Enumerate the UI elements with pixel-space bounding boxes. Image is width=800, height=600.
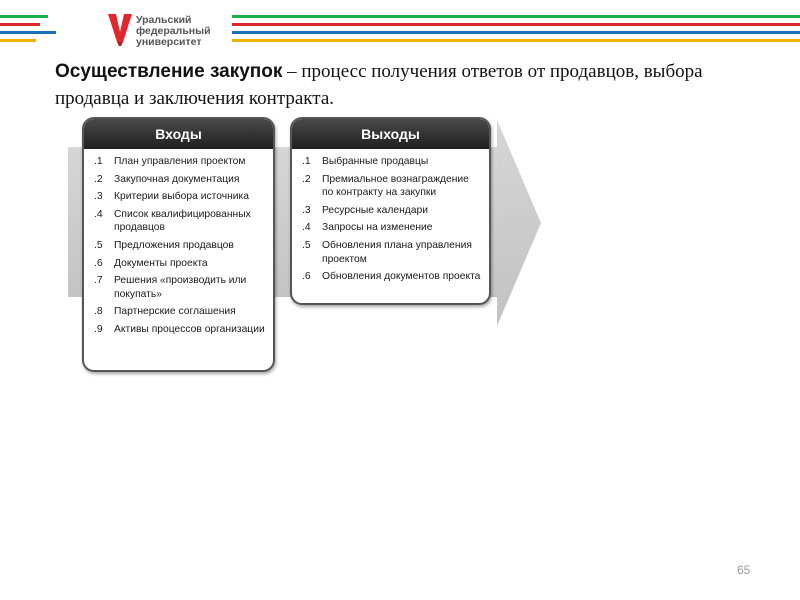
list-item <box>94 323 267 337</box>
item-text: Запросы на изменение <box>322 222 433 234</box>
inputs-box <box>82 117 275 372</box>
stripe-red-right <box>232 23 800 26</box>
item-text: План управления проектом <box>114 156 246 167</box>
university-name-line: федеральный <box>136 25 211 37</box>
outputs-list <box>292 155 489 284</box>
stripe-blue <box>0 31 56 34</box>
item-number: .1 <box>94 156 103 167</box>
item-number: .2 <box>94 173 103 185</box>
item-number: .2 <box>302 173 311 185</box>
list-item <box>94 257 267 271</box>
item-text: Предложения продавцов <box>114 239 234 251</box>
list-item <box>302 270 483 284</box>
item-text: Партнерские соглашения <box>114 306 236 318</box>
list-item <box>302 239 483 266</box>
list-item <box>94 208 267 235</box>
item-number: .3 <box>94 191 103 203</box>
list-item <box>94 305 267 319</box>
item-text: Обновления документов проекта <box>322 271 481 283</box>
item-number: .4 <box>302 222 311 234</box>
item-number: .6 <box>94 257 103 269</box>
item-text: Активы процессов организации <box>114 323 265 335</box>
stripe-blue-right <box>232 31 800 34</box>
list-item <box>94 239 267 253</box>
slide-title-bold: Осуществление закупок <box>55 61 283 82</box>
item-text: Критерии выбора источника <box>114 191 249 203</box>
outputs-box <box>290 117 491 305</box>
item-text: Выбранные продавцы <box>322 156 429 167</box>
item-text: Закупочная документация <box>114 173 240 185</box>
list-item <box>94 173 267 187</box>
list-item <box>94 190 267 204</box>
university-name <box>136 15 211 48</box>
slide-title <box>55 58 775 112</box>
slide-title-rest: – процесс получения ответов от продавцов, выбора продавца и заключения контракта. <box>55 61 703 109</box>
university-logo-icon <box>106 12 134 46</box>
stripe-green-right <box>232 15 800 18</box>
university-name-line: Уральский <box>136 14 192 26</box>
inputs-list <box>84 155 273 337</box>
university-name-line: университет <box>136 36 202 48</box>
stripe-red <box>0 23 40 26</box>
item-number: .1 <box>302 156 311 167</box>
list-item <box>302 204 483 218</box>
list-item <box>94 155 267 169</box>
item-number: .5 <box>94 239 103 251</box>
item-number: .4 <box>94 208 103 220</box>
stripe-green <box>0 15 48 18</box>
inputs-heading: Входы <box>84 119 273 149</box>
outputs-heading: Выходы <box>292 119 489 149</box>
item-number: .6 <box>302 271 311 283</box>
list-item <box>302 173 483 200</box>
item-number: .8 <box>94 306 103 318</box>
page-number: 65 <box>737 563 751 577</box>
item-number: .5 <box>302 239 311 251</box>
item-number: .7 <box>94 275 103 287</box>
stripe-yellow-right <box>232 39 800 42</box>
item-text: Список квалифицированных продавцов <box>114 208 251 234</box>
stripe-yellow <box>0 39 36 42</box>
item-text: Обновления плана управления проектом <box>322 239 472 265</box>
arrow-right-icon <box>497 116 541 330</box>
item-number: .3 <box>302 204 311 216</box>
item-text: Ресурсные календари <box>322 204 428 216</box>
list-item <box>302 155 483 169</box>
item-text: Документы проекта <box>114 257 208 269</box>
item-text: Премиальное вознаграждение по контракту на закупки <box>322 173 469 199</box>
list-item <box>94 274 267 301</box>
list-item <box>302 221 483 235</box>
item-number: .9 <box>94 323 103 335</box>
item-text: Решения «производить или покупать» <box>114 275 247 300</box>
